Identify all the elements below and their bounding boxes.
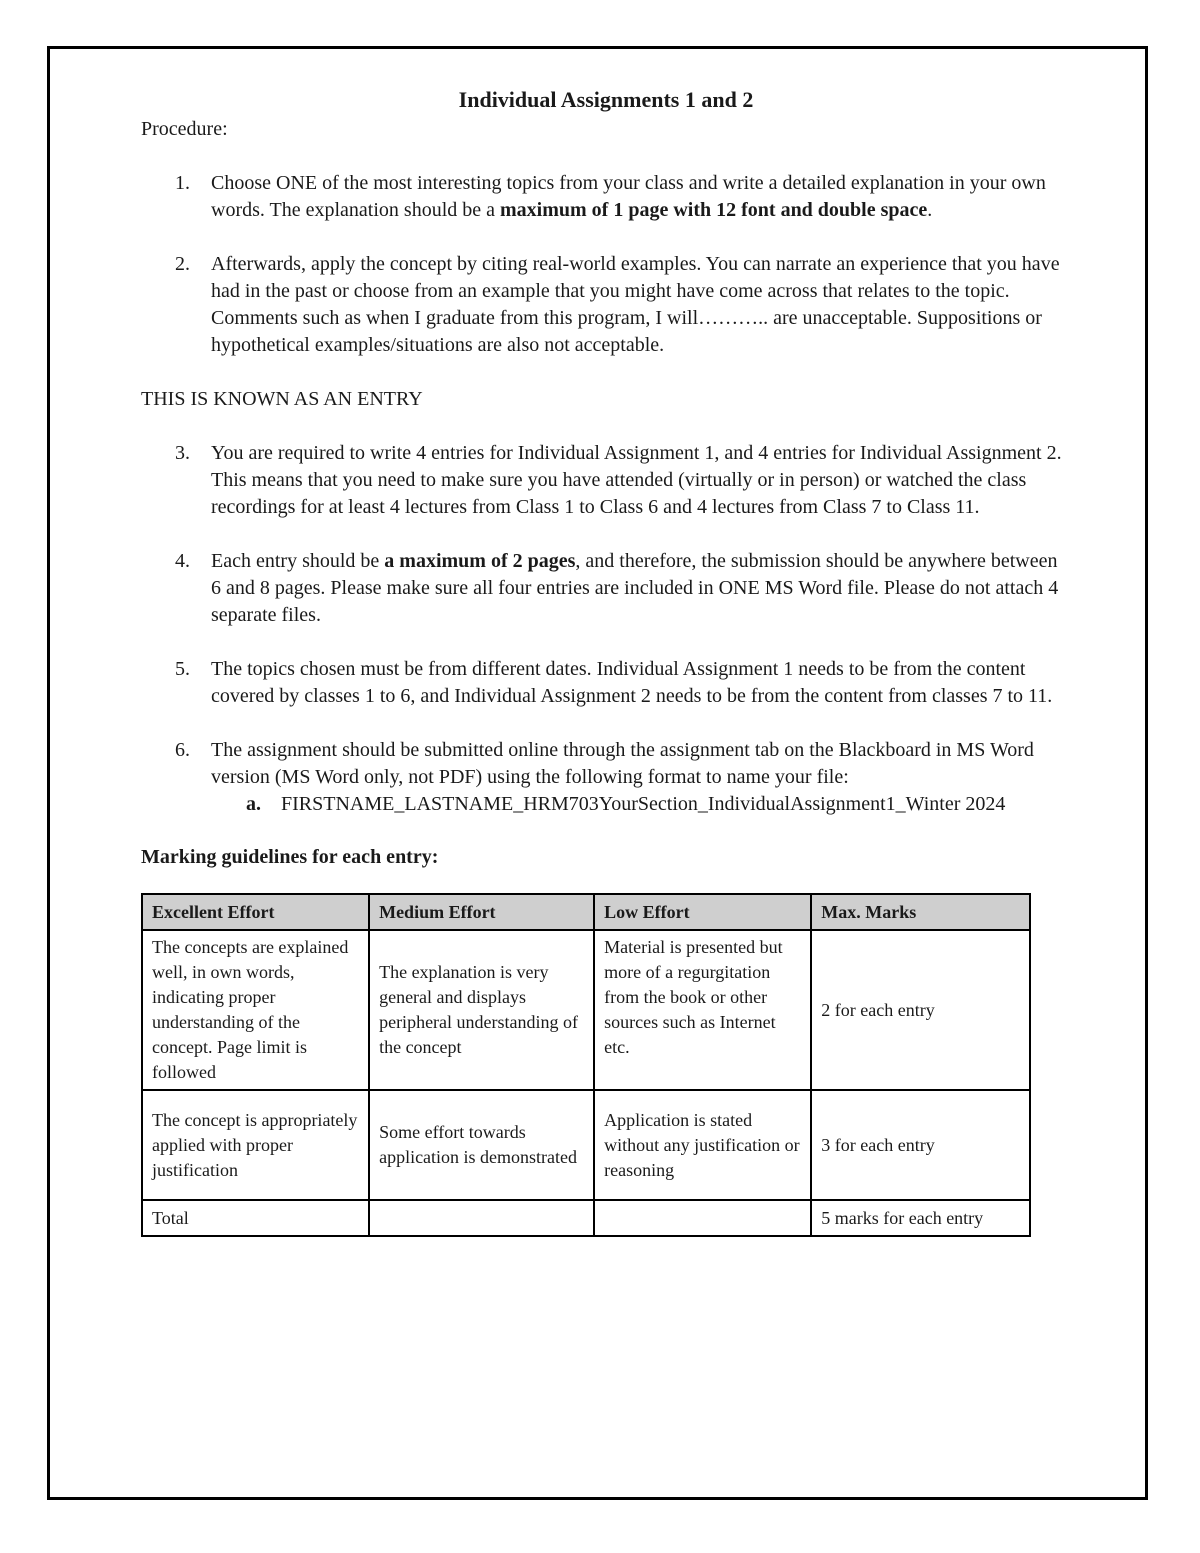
sub-item-letter: a.	[246, 793, 261, 815]
table-cell: Total	[142, 1200, 369, 1236]
item-text: You are required to write 4 entries for Individual Assignment 1, and 4 entries for Individual Assignment 2. This means that you need to make sure you have attended (virtually or in person) or watched the class recordings for at least 4 lectures from Class 1 to Class 6 and 4 lectures from Class 7 to Class 11.	[211, 442, 1062, 518]
table-header-row	[142, 894, 1030, 930]
list-item-2	[141, 251, 1071, 359]
table-cell: The explanation is very general and displays peripheral understanding of the concept	[369, 930, 594, 1090]
item-text-end: .	[927, 199, 933, 221]
table-cell	[369, 1200, 594, 1236]
item-bold-text: a maximum of 2 pages	[384, 550, 576, 572]
table-cell: The concepts are explained well, in own words, indicating proper understanding of the concept. Page limit is followed	[142, 930, 369, 1090]
table-cell: 3 for each entry	[811, 1090, 1030, 1200]
table-row	[142, 930, 1030, 1090]
item-text-end: , and therefore, the submission should be anywhere between 6 and 8 pages. Please make sure all four entries are included in ONE MS Word file. Please do not attach 4 separate files.	[211, 550, 1059, 626]
requirements-list	[141, 440, 1071, 818]
header-low-effort: Low Effort	[594, 894, 811, 930]
procedure-label: Procedure:	[141, 118, 228, 140]
item-text: Each entry should be	[211, 550, 385, 572]
list-item-1	[141, 170, 1071, 224]
table-cell	[594, 1200, 811, 1236]
table-cell: Some effort towards application is demonstrated	[369, 1090, 594, 1200]
header-medium-effort: Medium Effort	[369, 894, 594, 930]
file-name-format: FIRSTNAME_LASTNAME_HRM703YourSection_IndividualAssignment1_Winter 2024	[281, 793, 1006, 815]
item-text: Choose ONE of the most interesting topics from your class and write a detailed explanation in your own words. The explanation should be a	[211, 172, 1046, 221]
marking-heading: Marking guidelines for each entry:	[141, 846, 439, 868]
item-number: 4.	[175, 550, 190, 572]
table-cell: Application is stated without any justification or reasoning	[594, 1090, 811, 1200]
item-text: The assignment should be submitted online through the assignment tab on the Blackboard in MS Word version (MS Word only, not PDF) using the following format to name your file:	[211, 739, 1034, 788]
list-item-6	[141, 737, 1071, 818]
item-bold-text: maximum of 1 page with 12 font and double space	[500, 199, 928, 221]
header-max-marks: Max. Marks	[811, 894, 1030, 930]
document-body	[141, 86, 1071, 1237]
table-row	[142, 1090, 1030, 1200]
item-number: 2.	[175, 253, 190, 275]
header-excellent-effort: Excellent Effort	[142, 894, 369, 930]
procedure-list	[141, 170, 1071, 359]
item-number: 1.	[175, 172, 190, 194]
item-number: 6.	[175, 739, 190, 761]
entry-note: THIS IS KNOWN AS AN ENTRY	[141, 388, 423, 410]
table-cell: 2 for each entry	[811, 930, 1030, 1090]
list-item-4	[141, 548, 1071, 629]
list-item-3	[141, 440, 1071, 521]
item-text: Afterwards, apply the concept by citing real-world examples. You can narrate an experience that you have had in the past or choose from an example that you might have come across that relates to the topic. Comments such as when I graduate from this program, I will……….. are unacceptable. Suppositions or hypothetical examples/situations are also not acceptable.	[211, 253, 1060, 356]
sub-item-a	[211, 791, 1071, 818]
table-cell: 5 marks for each entry	[811, 1200, 1030, 1236]
table-cell: The concept is appropriately applied with proper justification	[142, 1090, 369, 1200]
list-item-5	[141, 656, 1071, 710]
table-cell: Material is presented but more of a regurgitation from the book or other sources such as Internet etc.	[594, 930, 811, 1090]
item-text: The topics chosen must be from different dates. Individual Assignment 1 needs to be from the content covered by classes 1 to 6, and Individual Assignment 2 needs to be from the content from classes 7 to 11.	[211, 658, 1053, 707]
item-number: 3.	[175, 442, 190, 464]
page-title: Individual Assignments 1 and 2	[458, 87, 754, 112]
marking-table	[141, 893, 1031, 1237]
item-number: 5.	[175, 658, 190, 680]
table-row-total	[142, 1200, 1030, 1236]
